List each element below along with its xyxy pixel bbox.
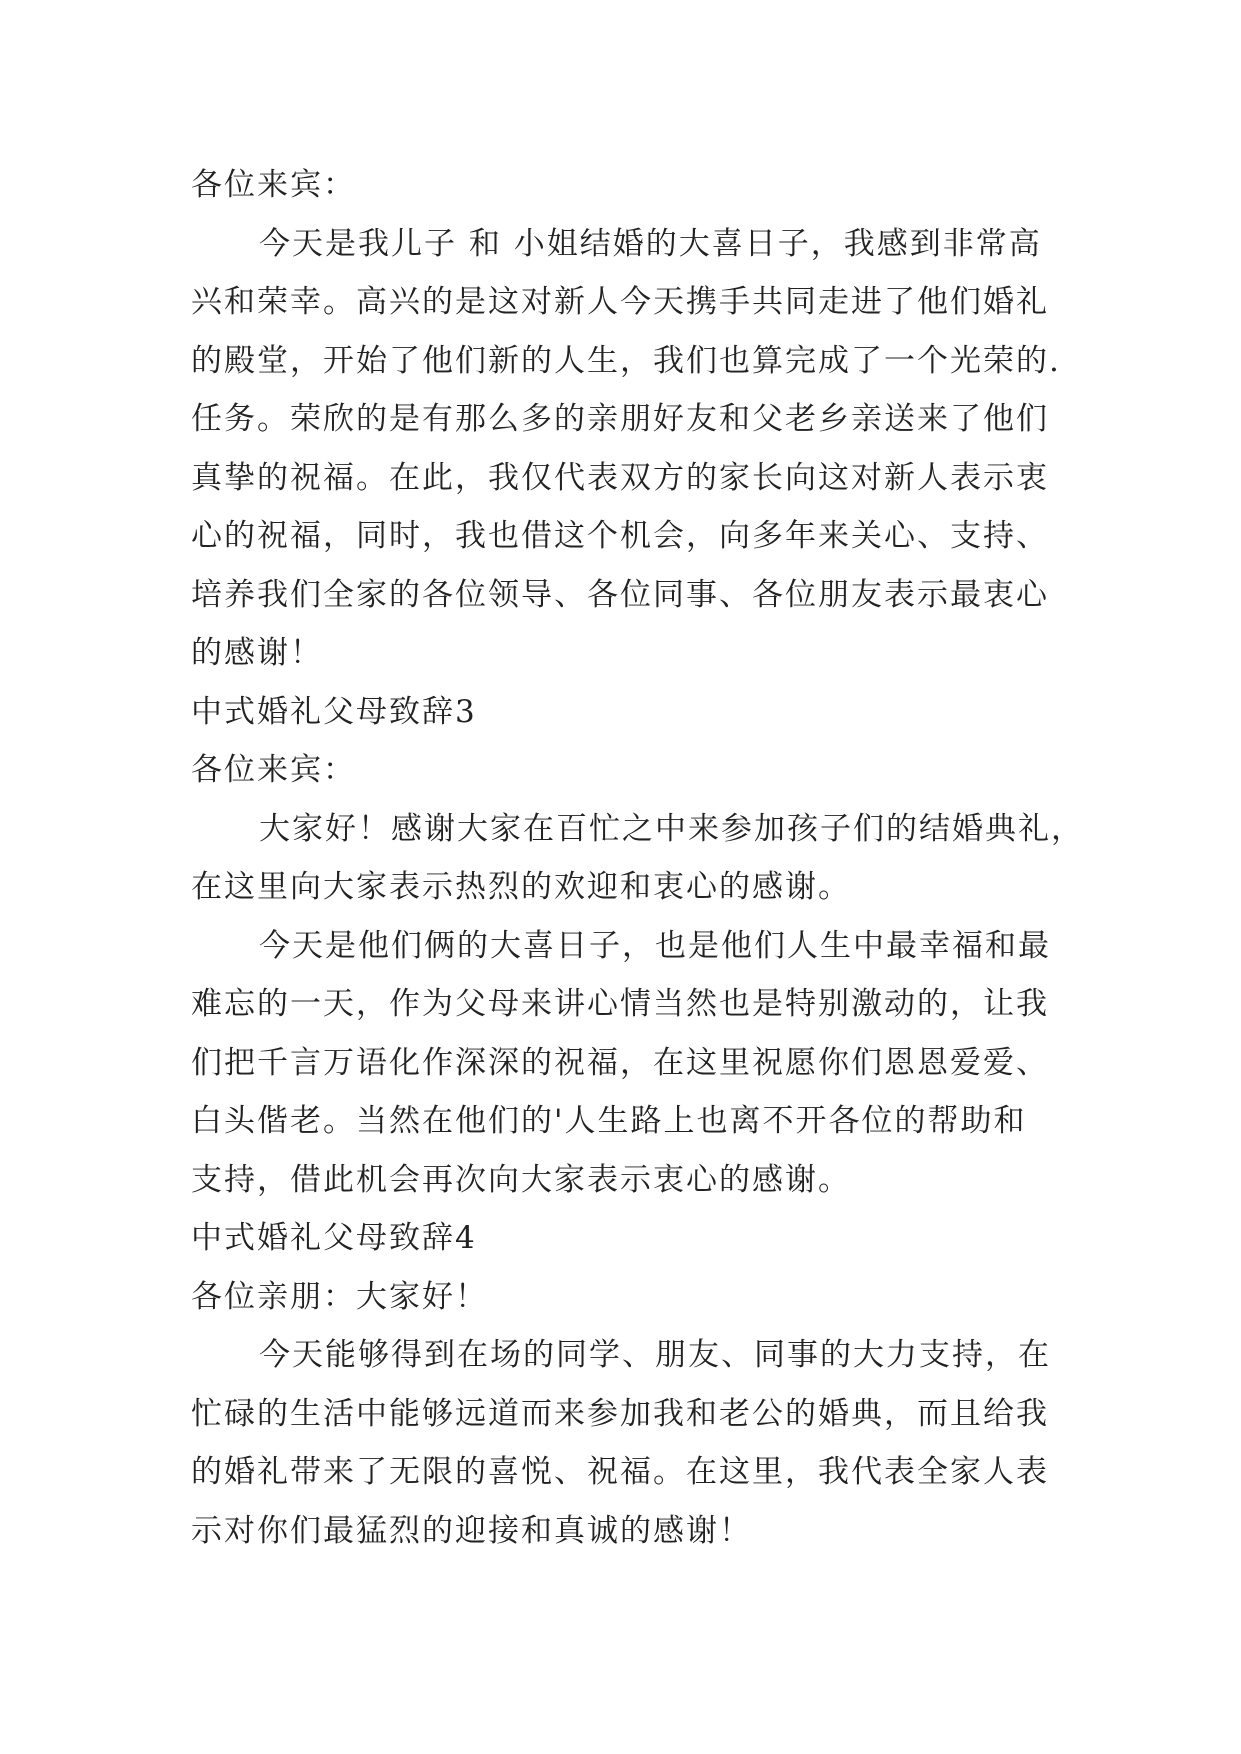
paragraph-line: 培养我们全家的各位领导、各位同事、各位朋友表示最衷心 — [191, 576, 1049, 613]
paragraph-line: 兴和荣幸。高兴的是这对新人今天携手共同走进了他们婚礼 — [191, 284, 1049, 320]
paragraph-line: 任务。荣欣的是有那么多的亲朋好友和父老乡亲送来了他们 — [191, 401, 1049, 437]
paragraph-line: 大家好！感谢大家在百忙之中来参加孩子们的结婚典礼， — [259, 810, 1084, 847]
salutation: 各位来宾： — [191, 167, 356, 203]
paragraph-line: 的殿堂，开始了他们新的人生，我们也算完成了一个光荣的. — [191, 342, 1061, 379]
paragraph-line: 在这里向大家表示热烈的欢迎和衷心的感谢。 — [191, 869, 851, 905]
paragraph-line: 示对你们最猛烈的迎接和真诚的感谢！ — [191, 1512, 752, 1549]
salutation: 各位亲朋：大家好！ — [191, 1278, 488, 1315]
paragraph-line: 白头偕老。当然在他们的'人生路上也离不开各位的帮助和 — [191, 1103, 1027, 1139]
paragraph-line: 真挚的祝福。在此，我仅代表双方的家长向这对新人表示衷 — [191, 459, 1049, 496]
paragraph-line: 今天能够得到在场的同学、朋友、同事的大力支持，在 — [259, 1337, 1051, 1373]
paragraph-line: 今天是他们俩的大喜日子，也是他们人生中最幸福和最 — [259, 927, 1051, 964]
paragraph-line: 们把千言万语化作深深的祝福，在这里祝愿你们恩恩爱爱、 — [191, 1044, 1049, 1081]
paragraph-line: 难忘的一天，作为父母来讲心情当然也是特别激动的，让我 — [191, 986, 1049, 1022]
section-heading: 中式婚礼父母致辞3 — [191, 693, 477, 730]
paragraph-line: 忙碌的生活中能够远道而来参加我和老公的婚典，而且给我 — [191, 1395, 1049, 1432]
section-heading: 中式婚礼父母致辞4 — [191, 1220, 477, 1256]
paragraph-line: 支持，借此机会再次向大家表示衷心的感谢。 — [191, 1161, 851, 1198]
paragraph-line: 的感谢！ — [191, 635, 323, 671]
salutation: 各位来宾： — [191, 752, 356, 788]
paragraph-line: 的婚礼带来了无限的喜悦、祝福。在这里，我代表全家人表 — [191, 1454, 1049, 1490]
paragraph-line: 今天是我儿子 和 小姐结婚的大喜日子，我感到非常高 — [259, 225, 1042, 262]
document-body — [191, 156, 1084, 1560]
paragraph-line: 心的祝福，同时，我也借这个机会，向多年来关心、支持、 — [191, 518, 1049, 554]
